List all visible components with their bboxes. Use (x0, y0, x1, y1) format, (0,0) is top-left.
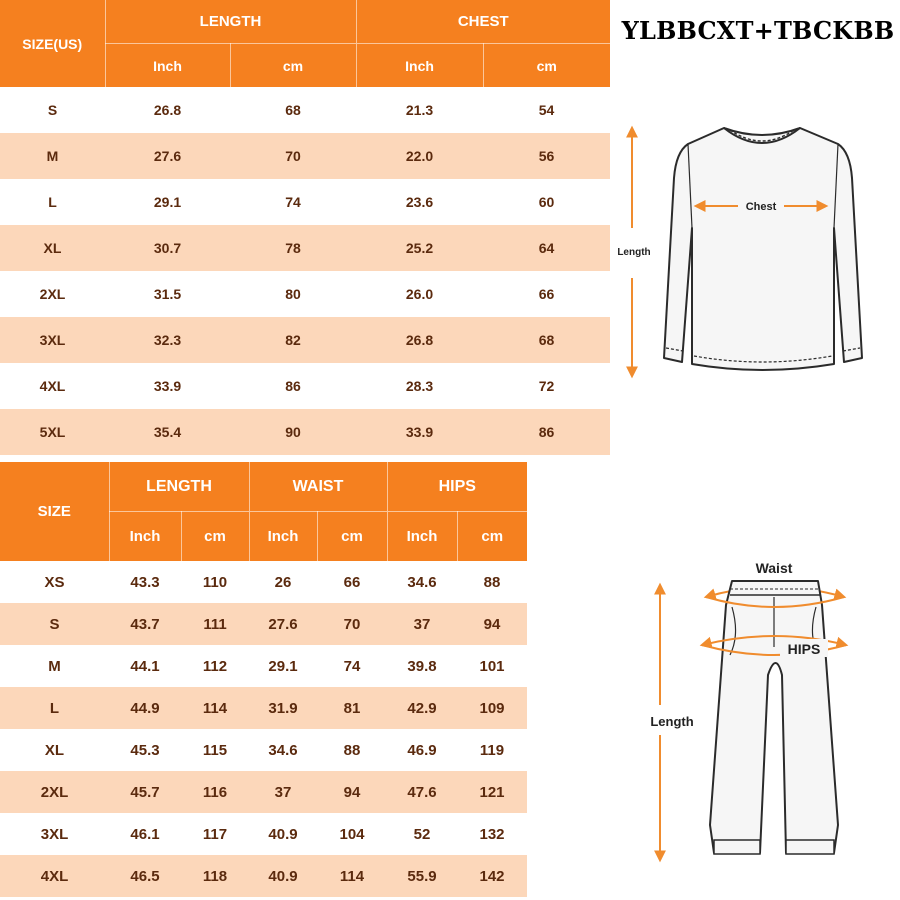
size-column-header: SIZE (0, 462, 109, 561)
value-cell: 104 (317, 813, 387, 855)
value-cell: 66 (483, 271, 610, 317)
size-cell: 2XL (0, 271, 105, 317)
value-cell: 45.3 (109, 729, 181, 771)
value-cell: 132 (457, 813, 527, 855)
size-cell: XL (0, 729, 109, 771)
value-cell: 54 (483, 87, 610, 133)
table-row (0, 133, 610, 179)
table-row (0, 645, 527, 687)
value-cell: 34.6 (387, 561, 457, 603)
table-row (0, 729, 527, 771)
value-cell: 88 (457, 561, 527, 603)
value-cell: 43.3 (109, 561, 181, 603)
unit-header: Inch (356, 44, 483, 88)
value-cell: 80 (230, 271, 356, 317)
value-cell: 43.7 (109, 603, 181, 645)
long-sleeve-shirt-icon (612, 118, 900, 390)
value-cell: 114 (181, 687, 249, 729)
unit-header: cm (317, 512, 387, 562)
product-code: YLBBCXT+TBCKBB (621, 16, 895, 45)
value-cell: 29.1 (105, 179, 230, 225)
unit-header: Inch (387, 512, 457, 562)
size-cell: 3XL (0, 813, 109, 855)
unit-header: Inch (109, 512, 181, 562)
value-cell: 68 (483, 317, 610, 363)
value-cell: 46.9 (387, 729, 457, 771)
value-cell: 94 (317, 771, 387, 813)
value-cell: 94 (457, 603, 527, 645)
table-row (0, 687, 527, 729)
unit-header: cm (483, 44, 610, 88)
value-cell: 78 (230, 225, 356, 271)
value-cell: 115 (181, 729, 249, 771)
value-cell: 116 (181, 771, 249, 813)
size-cell: S (0, 87, 105, 133)
value-cell: 70 (230, 133, 356, 179)
value-cell: 31.9 (249, 687, 317, 729)
value-cell: 112 (181, 645, 249, 687)
value-cell: 37 (387, 603, 457, 645)
value-cell: 21.3 (356, 87, 483, 133)
value-cell: 44.9 (109, 687, 181, 729)
value-cell: 72 (483, 363, 610, 409)
value-cell: 111 (181, 603, 249, 645)
value-cell: 47.6 (387, 771, 457, 813)
value-cell: 88 (317, 729, 387, 771)
table-row (0, 409, 610, 455)
size-column-header: SIZE(US) (0, 0, 105, 87)
value-cell: 31.5 (105, 271, 230, 317)
table-row (0, 855, 527, 897)
chest-group-header: CHEST (356, 0, 610, 44)
value-cell: 117 (181, 813, 249, 855)
value-cell: 74 (230, 179, 356, 225)
value-cell: 60 (483, 179, 610, 225)
value-cell: 39.8 (387, 645, 457, 687)
table-row (0, 771, 527, 813)
value-cell: 52 (387, 813, 457, 855)
value-cell: 142 (457, 855, 527, 897)
value-cell: 86 (483, 409, 610, 455)
value-cell: 64 (483, 225, 610, 271)
size-cell: XS (0, 561, 109, 603)
table-row (0, 179, 610, 225)
value-cell: 46.5 (109, 855, 181, 897)
pants-length-label: Length (650, 714, 694, 729)
value-cell: 56 (483, 133, 610, 179)
value-cell: 114 (317, 855, 387, 897)
value-cell: 26.0 (356, 271, 483, 317)
value-cell: 68 (230, 87, 356, 133)
value-cell: 45.7 (109, 771, 181, 813)
table-row (0, 363, 610, 409)
value-cell: 70 (317, 603, 387, 645)
value-cell: 26.8 (356, 317, 483, 363)
value-cell: 66 (317, 561, 387, 603)
table-row (0, 87, 610, 133)
value-cell: 44.1 (109, 645, 181, 687)
size-cell: M (0, 645, 109, 687)
chest-label: Chest (745, 201, 777, 213)
unit-header: cm (181, 512, 249, 562)
size-cell: XL (0, 225, 105, 271)
value-cell: 110 (181, 561, 249, 603)
value-cell: 82 (230, 317, 356, 363)
unit-header: cm (230, 44, 356, 88)
table-row (0, 271, 610, 317)
value-cell: 22.0 (356, 133, 483, 179)
size-cell: S (0, 603, 109, 645)
table-row (0, 603, 527, 645)
value-cell: 27.6 (105, 133, 230, 179)
size-cell: 5XL (0, 409, 105, 455)
length-group-header: LENGTH (109, 462, 249, 512)
value-cell: 118 (181, 855, 249, 897)
unit-header: Inch (105, 44, 230, 88)
size-cell: 4XL (0, 855, 109, 897)
table-row (0, 561, 527, 603)
value-cell: 30.7 (105, 225, 230, 271)
value-cell: 28.3 (356, 363, 483, 409)
size-cell: 3XL (0, 317, 105, 363)
value-cell: 27.6 (249, 603, 317, 645)
value-cell: 29.1 (249, 645, 317, 687)
value-cell: 32.3 (105, 317, 230, 363)
value-cell: 46.1 (109, 813, 181, 855)
length-group-header: LENGTH (105, 0, 356, 44)
shirt-size-table (0, 0, 610, 455)
value-cell: 37 (249, 771, 317, 813)
unit-header: Inch (249, 512, 317, 562)
pants-size-table (0, 462, 527, 897)
value-cell: 26.8 (105, 87, 230, 133)
size-cell: 4XL (0, 363, 105, 409)
value-cell: 40.9 (249, 813, 317, 855)
value-cell: 34.6 (249, 729, 317, 771)
waist-group-header: WAIST (249, 462, 387, 512)
value-cell: 86 (230, 363, 356, 409)
value-cell: 55.9 (387, 855, 457, 897)
value-cell: 81 (317, 687, 387, 729)
value-cell: 33.9 (356, 409, 483, 455)
value-cell: 23.6 (356, 179, 483, 225)
value-cell: 40.9 (249, 855, 317, 897)
value-cell: 26 (249, 561, 317, 603)
size-cell: L (0, 179, 105, 225)
value-cell: 101 (457, 645, 527, 687)
value-cell: 74 (317, 645, 387, 687)
shirt-length-label: Length (617, 247, 651, 258)
unit-header: cm (457, 512, 527, 562)
size-cell: 2XL (0, 771, 109, 813)
value-cell: 35.4 (105, 409, 230, 455)
table-row (0, 317, 610, 363)
pants-icon (640, 555, 900, 895)
value-cell: 25.2 (356, 225, 483, 271)
table-row (0, 225, 610, 271)
size-cell: L (0, 687, 109, 729)
size-cell: M (0, 133, 105, 179)
value-cell: 121 (457, 771, 527, 813)
table-row (0, 813, 527, 855)
hips-group-header: HIPS (387, 462, 527, 512)
value-cell: 109 (457, 687, 527, 729)
value-cell: 33.9 (105, 363, 230, 409)
hips-label: HIPS (787, 641, 821, 657)
value-cell: 119 (457, 729, 527, 771)
value-cell: 90 (230, 409, 356, 455)
waist-label: Waist (755, 560, 793, 576)
value-cell: 42.9 (387, 687, 457, 729)
